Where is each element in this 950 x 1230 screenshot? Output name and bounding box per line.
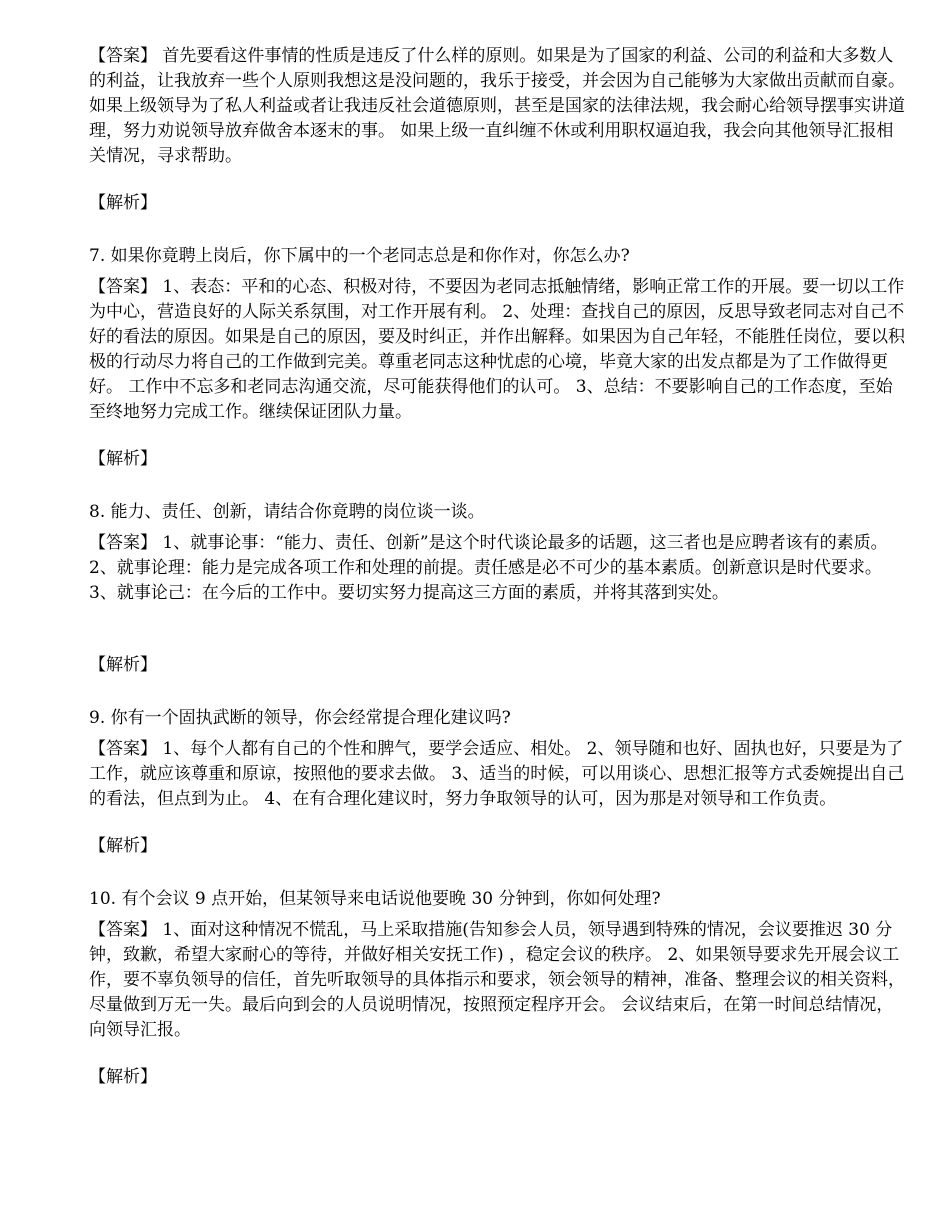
question-text: 9. 你有一个固执武断的领导，你会经常提合理化建议吗? [89, 708, 511, 728]
question-text: 8. 能力、责任、创新，请结合你竟聘的岗位谈一谈。 [89, 502, 485, 522]
analysis-label: 【解析】 [89, 193, 157, 213]
analysis-label: 【解析】 [89, 836, 157, 856]
analysis-label: 【解析】 [89, 1067, 157, 1087]
answer-text: 【答案】 首先要看这件事情的性质是违反了什么样的原则。如果是为了国家的利益、公司的利益和大多数人的利益，让我放弃一些个人原则我想这是没问题的，我乐于接受，并会因为自己能够为大家做出贡献而自豪。 如果上级领导为了私人利益或者让我违反社会道德原则，甚至是国家的法律法规，我会耐心给领导摆事实讲道理，努力劝说领导放弃做舍本逐末的事。 如果上级一直纠缠不休或利用职权逼迫我，我会向其他领导汇报相关情况，寻求帮助。 [89, 46, 905, 166]
qa-block-9 [89, 706, 910, 859]
answer-text: 【答案】 1、就事论事：“能力、责任、创新”是这个时代谈论最多的话题，这三者也是应聘者该有的素质。 2、就事论理：能力是完成各项工作和处理的前提。责任感是必不可少的基本素质。创新意识是时代要求。 3、就事论己：在今后的工作中。要切实努力提高这三方面的素质，并将其落到实处。 [89, 533, 888, 603]
answer-text: 【答案】 1、面对这种情况不慌乱，马上采取措施(告知参会人员，领导遇到特殊的情况，会议要推迟 30 分钟，致歉，希望大家耐心的等待，并做好相关安抚工作) ，稳定会议的秩序。 2、如果领导要求先开展会议工作，要不辜负领导的信任，首先听取领导的具体指示和要求，领会领导的精神，准备、整理会议的相关资料，尽量做到万无一失。最后向到会的人员说明情况，按照预定程序开会。 会议结束后，在第一时间总结情况，向领导汇报。 [89, 920, 905, 1040]
qa-block-7 [89, 244, 910, 472]
analysis-label: 【解析】 [89, 449, 157, 469]
question-text: 10. 有个会议 9 点开始，但某领导来电话说他要晚 30 分钟到，你如何处理? [89, 889, 661, 909]
qa-block-10 [89, 887, 910, 1090]
qa-block-6 [89, 44, 910, 216]
qa-block-8 [89, 500, 910, 678]
analysis-label: 【解析】 [89, 655, 157, 675]
answer-text: 【答案】 1、表态：平和的心态、积极对待，不要因为老同志抵触情绪，影响正常工作的开展。要一切以工作为中心，营造良好的人际关系氛围，对工作开展有利。 2、处理：查找自己的原因，反思导致老同志对自己不好的看法的原因。如果是自己的原因，要及时纠正，并作出解释。如果因为自己年轻，不能胜任岗位，要以积极的行动尽力将自己的工作做到完美。尊重老同志这种忧虑的心境，毕竟大家的出发点都是为了工作做得更好。 工作中不忘多和老同志沟通交流，尽可能获得他们的认可。 3、总结：不要影响自己的工作态度，至始至终地努力完成工作。继续保证团队力量。 [89, 277, 905, 422]
answer-text: 【答案】 1、每个人都有自己的个性和脾气，要学会适应、相处。 2、领导随和也好、固执也好，只要是为了工作，就应该尊重和原谅，按照他的要求去做。 3、适当的时候，可以用谈心、思想汇报等方式委婉提出自己的看法，但点到为止。 4、在有合理化建议时，努力争取领导的认可，因为那是对领导和工作负责。 [89, 739, 905, 809]
question-text: 7. 如果你竟聘上岗后，你下属中的一个老同志总是和你作对，你怎么办? [89, 246, 630, 266]
